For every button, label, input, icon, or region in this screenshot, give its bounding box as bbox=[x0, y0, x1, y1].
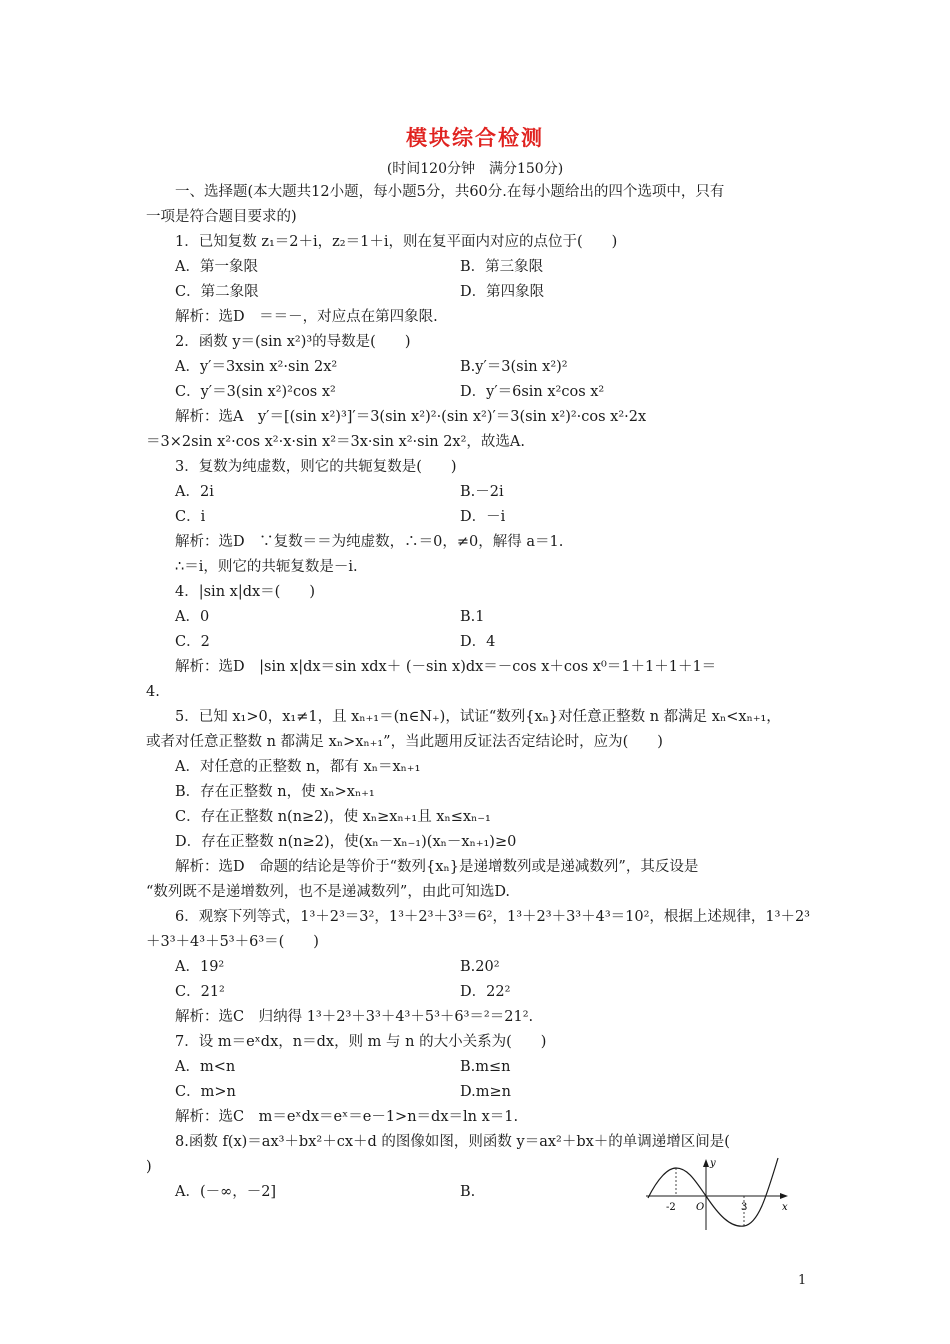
section-intro-cont: 一项是符合题目要求的) bbox=[146, 209, 297, 225]
option-b: B.m≤n bbox=[460, 1059, 511, 1075]
answer-4-cont: 4. bbox=[146, 684, 160, 700]
option-a: A．对任意的正整数 n，都有 xₙ＝xₙ₊₁ bbox=[175, 759, 421, 775]
answer-3-cont: ∴＝i，则它的共轭复数是－i. bbox=[175, 559, 358, 575]
option-c: C．第二象限 bbox=[175, 284, 259, 300]
option-c: C．21² bbox=[175, 984, 225, 1000]
y-axis-label: y bbox=[710, 1158, 716, 1169]
option-a: A．0 bbox=[175, 609, 210, 625]
question-8: 8.函数 f(x)＝ax³＋bx²＋cx＋d 的图像如图，则函数 y＝ax²＋bx＋的单调递增区间是( bbox=[175, 1134, 730, 1150]
option-d: D．第四象限 bbox=[460, 284, 545, 300]
answer-2-cont: ＝3×2sin x²·cos x²·x·sin x²＝3x·sin x²·sin 2x²，故选A. bbox=[146, 434, 525, 450]
question-5: 5．已知 x₁>0，x₁≠1，且 xₙ₊₁＝(n∈N₊)，试证“数列{xₙ}对任意正整数 n 都满足 xₙ<xₙ₊₁， bbox=[175, 709, 781, 725]
option-d: D．－i bbox=[460, 509, 506, 525]
x-axis-arrow bbox=[780, 1193, 788, 1199]
answer-5-cont: “数列既不是递增数列，也不是递减数列”，由此可知选D. bbox=[146, 884, 511, 900]
question-2: 2．函数 y＝(sin x²)³的导数是( ) bbox=[175, 334, 411, 350]
question-1: 1．已知复数 z₁＝2＋i，z₂＝1＋i，则在复平面内对应的点位于( ) bbox=[175, 234, 618, 250]
option-a: A．19² bbox=[175, 959, 225, 975]
option-d: D．22² bbox=[460, 984, 511, 1000]
option-a: A．y′＝3xsin x²·sin 2x² bbox=[175, 359, 338, 375]
question-6: 6．观察下列等式，1³＋2³＝3²，1³＋2³＋3³＝6²，1³＋2³＋3³＋4³＝10²，根据上述规律，1³＋2³ bbox=[175, 909, 810, 925]
option-a: A．第一象限 bbox=[175, 259, 258, 275]
origin-label: O bbox=[696, 1202, 705, 1213]
question-3: 3．复数为纯虚数，则它的共轭复数是( ) bbox=[175, 459, 457, 475]
tick-label-pos: 3 bbox=[741, 1202, 748, 1213]
option-a: A．m<n bbox=[175, 1059, 236, 1075]
y-axis-arrow bbox=[703, 1159, 709, 1167]
option-d: D．4 bbox=[460, 634, 496, 650]
x-axis-label: x bbox=[782, 1202, 788, 1213]
answer-5: 解析：选D 命题的结论是等价于“数列{xₙ}是递增数列或是递减数列”，其反设是 bbox=[175, 859, 699, 875]
answer-4: 解析：选D |sin x|dx＝sin xdx＋ (－sin x)dx＝－cos x＋cos x⁰＝1＋1＋1＋1＝ bbox=[175, 659, 717, 675]
question-6-cont: ＋3³＋4³＋5³＋6³＝( ) bbox=[146, 934, 319, 950]
question-4: 4．|sin x|dx＝( ) bbox=[175, 584, 315, 600]
question-7: 7．设 m＝eˣdx，n＝dx，则 m 与 n 的大小关系为( ) bbox=[175, 1034, 547, 1050]
option-d: D．存在正整数 n(n≥2)，使(xₙ－xₙ₋₁)(xₙ－xₙ₊₁)≥0 bbox=[175, 834, 517, 850]
option-d: D.m≥n bbox=[460, 1084, 511, 1100]
option-c: C．y′＝3(sin x²)²cos x² bbox=[175, 384, 336, 400]
option-c: C．2 bbox=[175, 634, 210, 650]
answer-7: 解析：选C m＝eˣdx＝eˣ＝e－1>n＝dx＝ln x＝1. bbox=[175, 1109, 519, 1125]
page-number: 1 bbox=[798, 1273, 807, 1288]
question-5-cont: 或者对任意正整数 n 都满足 xₙ>xₙ₊₁”，当此题用反证法否定结论时，应为( ) bbox=[146, 734, 663, 750]
function-graph bbox=[644, 1156, 794, 1232]
option-b: B．存在正整数 n，使 xₙ>xₙ₊₁ bbox=[175, 784, 375, 800]
section-intro: 一、选择题(本大题共12小题，每小题5分，共60分.在每小题给出的四个选项中，只有 bbox=[175, 184, 725, 200]
page-title: 模块综合检测 bbox=[406, 126, 544, 150]
option-d: D．y′＝6sin x²cos x² bbox=[460, 384, 605, 400]
option-b: B.－2i bbox=[460, 484, 504, 500]
option-b: B. bbox=[460, 1184, 476, 1200]
answer-2: 解析：选A y′＝[(sin x²)³]′＝3(sin x²)²·(sin x²)′＝3(sin x²)²·cos x²·2x bbox=[175, 409, 647, 425]
page-subtitle: (时间120分钟 满分150分) bbox=[386, 161, 564, 177]
tick-label-neg: -2 bbox=[666, 1202, 676, 1213]
answer-1: 解析：选D ＝＝－，对应点在第四象限. bbox=[175, 309, 438, 325]
option-b: B.20² bbox=[460, 959, 500, 975]
option-c: C．i bbox=[175, 509, 206, 525]
option-b: B．第三象限 bbox=[460, 259, 544, 275]
option-b: B.y′＝3(sin x²)² bbox=[460, 359, 568, 375]
question-8-cont: ) bbox=[146, 1159, 152, 1175]
answer-3: 解析：选D ∵复数＝＝为纯虚数，∴＝0，≠0，解得 a＝1. bbox=[175, 534, 564, 550]
option-c: C．m>n bbox=[175, 1084, 236, 1100]
option-a: A．2i bbox=[175, 484, 214, 500]
option-b: B.1 bbox=[460, 609, 485, 625]
answer-6: 解析：选C 归纳得 1³＋2³＋3³＋4³＋5³＋6³＝²＝21². bbox=[175, 1009, 534, 1025]
option-c: C．存在正整数 n(n≥2)，使 xₙ≥xₙ₊₁且 xₙ≤xₙ₋₁ bbox=[175, 809, 491, 825]
option-a: A．(－∞，－2] bbox=[175, 1184, 277, 1200]
